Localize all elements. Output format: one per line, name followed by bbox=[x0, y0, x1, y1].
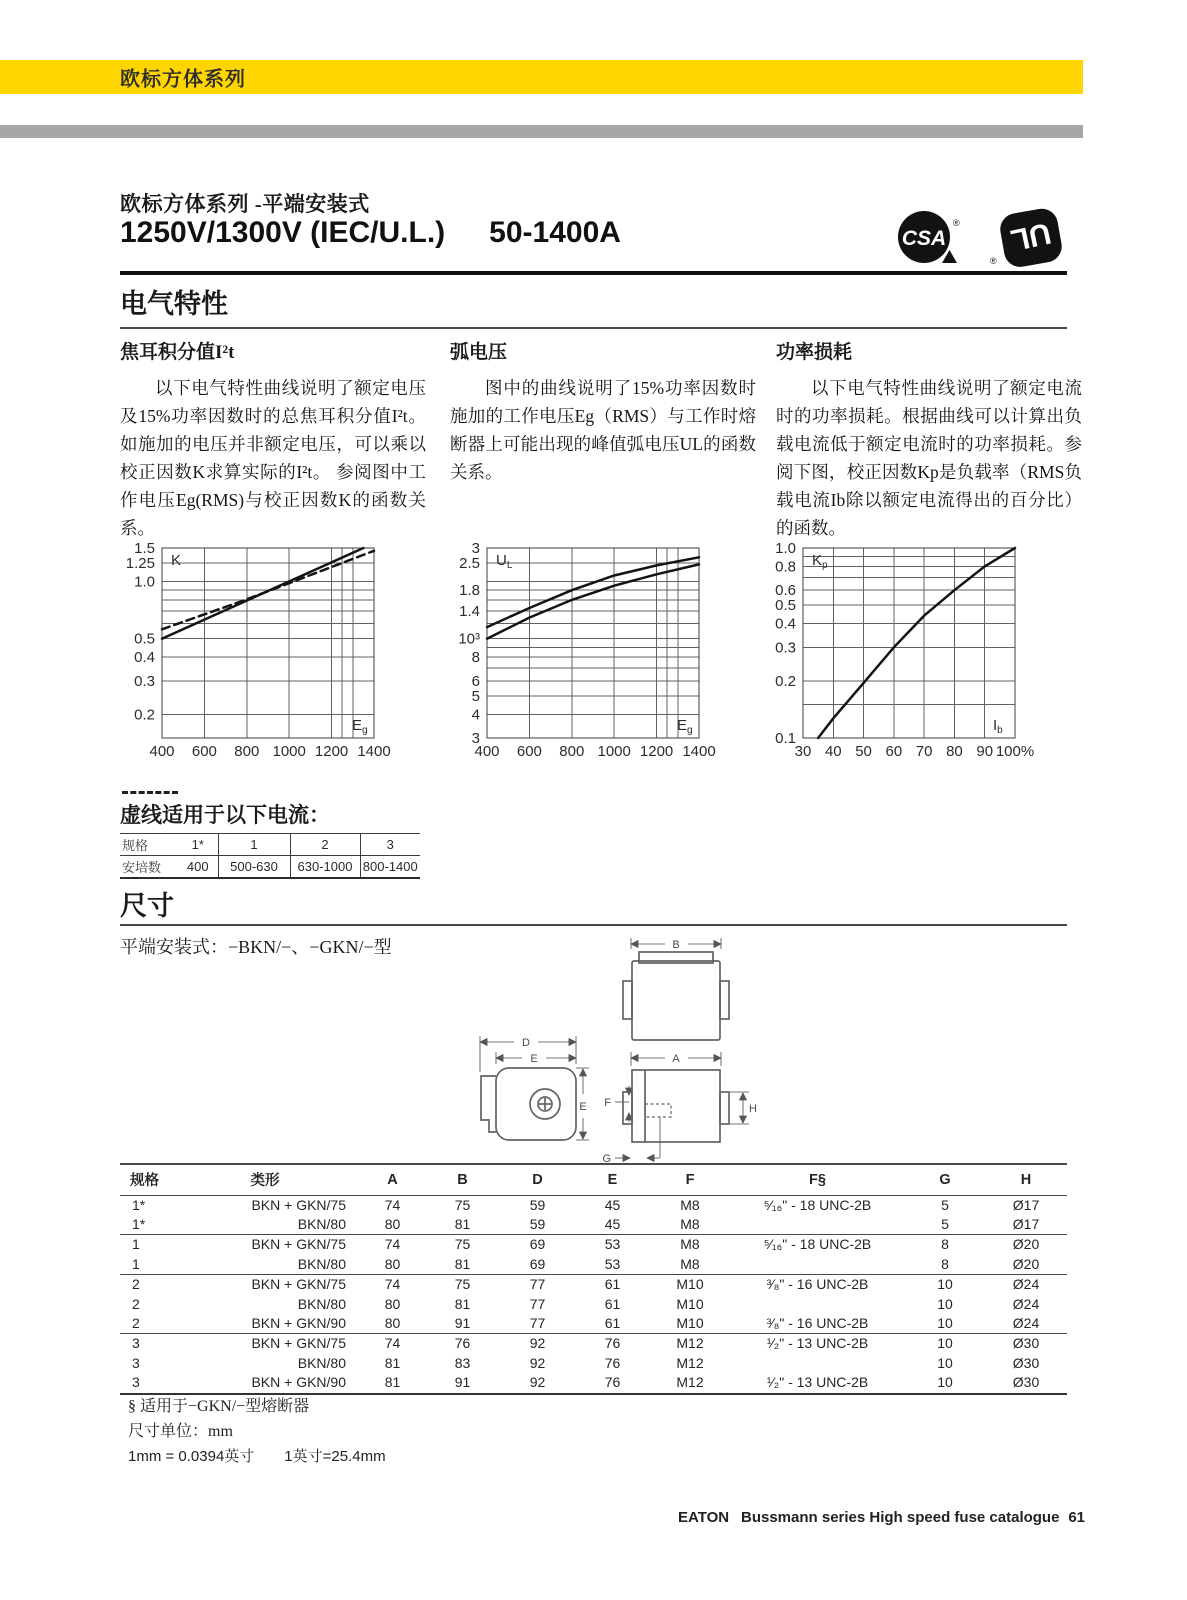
dim-label-d: D bbox=[522, 1037, 530, 1049]
y-tick-label: 1.25 bbox=[125, 555, 155, 573]
dashed-line-sample bbox=[122, 791, 178, 794]
y-tick-label: 8 bbox=[471, 649, 480, 667]
current-table-row bbox=[120, 834, 420, 856]
dims-table-cell: 1* bbox=[132, 1196, 146, 1213]
y-tick-label: 0.2 bbox=[134, 706, 155, 724]
dims-table-cell: 81 bbox=[384, 1354, 401, 1371]
current-applicability-table bbox=[120, 833, 420, 879]
dims-table-cell: ⁵⁄₁₆" - 18 UNC-2B bbox=[763, 1236, 872, 1253]
dims-table-cell: BKN/80 bbox=[170, 1255, 360, 1275]
side-view bbox=[480, 1036, 589, 1140]
dims-table-cell: BKN/80 bbox=[297, 1354, 346, 1371]
y-tick-label: 0.5 bbox=[134, 630, 155, 648]
dims-table-cell: 45 bbox=[575, 1215, 650, 1235]
section-dimensions-heading: 尺寸 bbox=[120, 891, 174, 921]
dims-table-cell: BKN + GKN/75 bbox=[251, 1335, 346, 1352]
dims-table-cell: 10 bbox=[905, 1314, 985, 1334]
x-tick-label: 70 bbox=[915, 743, 933, 760]
x-axis-label: $E_g$ bbox=[677, 717, 693, 736]
dims-table-cell: ³⁄₈" - 16 UNC-2B bbox=[730, 1314, 905, 1334]
dims-table-cell: 77 bbox=[529, 1276, 546, 1293]
column-joule-integral bbox=[120, 337, 426, 542]
product-subtitle: 欧标方体系列 -平端安装式 bbox=[120, 192, 370, 216]
current-table-cell: 规格 bbox=[120, 834, 178, 856]
dims-table-cell: 80 bbox=[384, 1295, 401, 1312]
dims-table-cell: 2 bbox=[132, 1276, 140, 1293]
dims-table-cell: 10 bbox=[937, 1335, 953, 1352]
dims-table-cell: M10 bbox=[650, 1314, 730, 1334]
footnotes bbox=[128, 1394, 386, 1469]
dims-table-cell: BKN + GKN/75 bbox=[251, 1236, 346, 1253]
dims-table-cell: BKN + GKN/75 bbox=[251, 1276, 346, 1293]
dims-table-cell: BKN/80 bbox=[170, 1215, 360, 1235]
dims-table-cell: 76 bbox=[454, 1335, 471, 1352]
y-tick-label: 0.4 bbox=[775, 615, 796, 633]
dims-table-cell: 80 bbox=[360, 1314, 425, 1334]
front-view bbox=[623, 938, 729, 1040]
csa-logo bbox=[898, 211, 960, 263]
dims-table-header-row bbox=[120, 1164, 1067, 1195]
y-tick-label: 4 bbox=[471, 706, 480, 724]
dim-label-e-side: E bbox=[579, 1101, 587, 1113]
dims-table-cell: Ø17 bbox=[985, 1215, 1067, 1235]
dims-table-header: G bbox=[905, 1164, 985, 1195]
section-electrical-heading: 电气特性 bbox=[120, 289, 228, 319]
dims-table-cell: 1* bbox=[120, 1215, 170, 1235]
svg-text:®: ® bbox=[953, 218, 960, 228]
power-loss-chart bbox=[751, 538, 1061, 770]
current-table-cell: 800-1400 bbox=[360, 856, 420, 878]
dims-table-cell: 69 bbox=[500, 1255, 575, 1275]
plot-frame bbox=[803, 548, 1015, 738]
dims-table-cell: 76 bbox=[575, 1373, 650, 1393]
y-tick-label: 10³ bbox=[458, 630, 480, 648]
x-tick-label: 100% bbox=[995, 743, 1035, 760]
dims-table-cell: 10 bbox=[905, 1373, 985, 1393]
dims-table-cell: ¹⁄₂" - 13 UNC-2B bbox=[766, 1335, 869, 1352]
dims-table-cell: BKN + GKN/90 bbox=[170, 1373, 360, 1393]
svg-text:CSA: CSA bbox=[901, 227, 947, 250]
dims-table-cell: M12 bbox=[676, 1335, 704, 1352]
dims-table-cell: 81 bbox=[425, 1215, 500, 1235]
section-dimensions-rule bbox=[120, 924, 1067, 926]
current-table-cell: 1* bbox=[178, 834, 218, 856]
y-tick-label: 5 bbox=[471, 687, 480, 705]
dim-label-f: F bbox=[604, 1097, 611, 1109]
dims-table-cell: 75 bbox=[454, 1196, 471, 1213]
dims-table-cell: 75 bbox=[454, 1236, 471, 1253]
y-tick-label: 0.6 bbox=[775, 582, 796, 600]
dims-table-cell: 3 bbox=[132, 1354, 140, 1371]
dims-table-cell: Ø30 bbox=[1012, 1354, 1040, 1371]
y-tick-label: 0.8 bbox=[775, 558, 796, 576]
dims-table-cell: 80 bbox=[360, 1255, 425, 1275]
dims-table-cell: Ø20 bbox=[985, 1255, 1067, 1275]
current-table-cell: 630-1000 bbox=[290, 856, 360, 878]
dims-table-cell: M12 bbox=[676, 1354, 704, 1371]
y-tick-label: 6 bbox=[471, 672, 480, 690]
dims-table-cell: 61 bbox=[575, 1314, 650, 1334]
dims-table-row bbox=[120, 1373, 1067, 1393]
y-tick-label: 0.3 bbox=[775, 639, 796, 657]
dims-table-cell: 45 bbox=[604, 1196, 621, 1213]
column-heading: 焦耳积分值I²t bbox=[120, 342, 235, 363]
column-body: 图中的曲线说明了15%功率因数时施加的工作电压Eg（RMS）与工作时熔断器上可能出现的峰值弧电压UL的函数关系。 bbox=[450, 378, 756, 482]
gray-divider-bar bbox=[0, 125, 1083, 138]
dims-table-cell: Ø30 bbox=[985, 1373, 1067, 1393]
x-tick-label: 600 bbox=[516, 743, 542, 760]
dims-table-cell bbox=[730, 1215, 905, 1235]
dims-table-cell: 10 bbox=[937, 1295, 953, 1312]
x-tick-label: 1200 bbox=[639, 743, 674, 760]
k-factor-chart bbox=[110, 538, 420, 770]
svg-text:UL: UL bbox=[1007, 216, 1054, 257]
dims-table-cell: 74 bbox=[384, 1335, 401, 1352]
y-axis-label: $K_p$ bbox=[812, 552, 828, 571]
dims-table-cell: 69 bbox=[529, 1236, 546, 1253]
x-tick-label: 600 bbox=[191, 743, 217, 760]
fuse-dimension-drawing bbox=[452, 936, 772, 1164]
x-tick-label: 1400 bbox=[357, 743, 391, 760]
dims-table-cell bbox=[730, 1255, 905, 1275]
x-tick-label: 60 bbox=[885, 743, 903, 760]
dims-table-cell: Ø24 bbox=[985, 1314, 1067, 1334]
dims-table-cell: 76 bbox=[604, 1354, 621, 1371]
current-table-cell: 安培数 bbox=[122, 859, 162, 875]
x-tick-label: 800 bbox=[559, 743, 585, 760]
dims-table-cell: Ø20 bbox=[1012, 1236, 1040, 1253]
dims-table-row bbox=[120, 1215, 1067, 1235]
current-table-cell: 2 bbox=[290, 834, 360, 856]
y-tick-label: 1.8 bbox=[459, 582, 480, 600]
dashed-line-note: 虚线适用于以下电流： bbox=[120, 803, 330, 827]
dims-table-cell: ³⁄₈" - 16 UNC-2B bbox=[766, 1276, 869, 1293]
mounting-type-subtitle: 平端安装式：−BKN/−、−GKN/−型 bbox=[120, 937, 392, 957]
x-tick-label: 1400 bbox=[682, 743, 716, 760]
dims-table-cell: 10 bbox=[937, 1276, 953, 1293]
dims-table-header: 类形 bbox=[170, 1164, 360, 1195]
y-tick-label: 0.2 bbox=[775, 672, 796, 690]
column-body: 以下电气特性曲线说明了额定电流时的功率损耗。根据曲线可以计算出负载电流低于额定电流时的功率损耗。参阅下图，校正因数Kp是负载率（RMS负载电流Ib除以额定电流得出的百分比）的函数。 bbox=[776, 378, 1082, 538]
x-axis-label: $E_g$ bbox=[352, 717, 368, 736]
dims-table-cell: 61 bbox=[604, 1276, 621, 1293]
series-banner bbox=[0, 60, 1083, 94]
x-tick-label: 400 bbox=[149, 743, 175, 760]
dims-table-cell: 74 bbox=[384, 1276, 401, 1293]
footnote-conversion: 1mm = 0.0394英寸 1英寸=25.4mm bbox=[128, 1448, 386, 1465]
dims-table-cell: Ø17 bbox=[1012, 1196, 1040, 1213]
dims-table-cell: 8 bbox=[941, 1236, 949, 1253]
dims-table-cell: 74 bbox=[384, 1236, 401, 1253]
arc-voltage-chart bbox=[435, 538, 745, 770]
dims-table-cell: ⁵⁄₁₆" - 18 UNC-2B bbox=[763, 1196, 872, 1213]
dims-table-cell: 91 bbox=[425, 1373, 500, 1393]
dims-table-cell: 5 bbox=[941, 1196, 949, 1213]
y-tick-label: 0.3 bbox=[134, 672, 155, 690]
column-arc-voltage bbox=[450, 337, 756, 486]
current-table-cell: 400 bbox=[186, 858, 209, 874]
x-tick-label: 30 bbox=[794, 743, 812, 760]
y-tick-label: 3 bbox=[471, 540, 480, 557]
column-power-loss bbox=[776, 337, 1082, 542]
y-axis-label: $U_L$ bbox=[496, 552, 513, 571]
dims-table-cell: BKN/80 bbox=[297, 1295, 346, 1312]
dims-table-cell: 75 bbox=[454, 1276, 471, 1293]
dims-table-cell: M8 bbox=[650, 1215, 730, 1235]
certification-logos bbox=[896, 208, 1071, 270]
dims-table-cell: 92 bbox=[500, 1373, 575, 1393]
dims-table-cell: 59 bbox=[500, 1215, 575, 1235]
dims-table-cell: 92 bbox=[529, 1335, 546, 1352]
dims-table-cell bbox=[730, 1295, 905, 1314]
dims-table-cell: M10 bbox=[676, 1276, 704, 1293]
current-table-cell: 500-630 bbox=[218, 856, 290, 878]
dims-table-cell: M8 bbox=[680, 1196, 700, 1213]
dims-table-cell: 3 bbox=[132, 1335, 140, 1352]
dims-table-row bbox=[120, 1195, 1067, 1215]
dims-table-row bbox=[120, 1354, 1067, 1373]
y-tick-label: 1.0 bbox=[775, 540, 796, 557]
dims-table-cell: 3 bbox=[120, 1373, 170, 1393]
footnote-gkn: § 适用于−GKN/−型熔断器 bbox=[128, 1398, 310, 1415]
dims-table-header: 规格 bbox=[120, 1164, 170, 1195]
dims-table-cell: 76 bbox=[604, 1335, 621, 1352]
dims-table-cell: 5 bbox=[905, 1215, 985, 1235]
dimensions-table bbox=[120, 1163, 1067, 1395]
dims-table-cell bbox=[730, 1354, 905, 1373]
y-tick-label: 0.4 bbox=[134, 649, 155, 667]
x-tick-label: 90 bbox=[976, 743, 994, 760]
current-table-cell: 1 bbox=[218, 834, 290, 856]
dims-table-cell: 53 bbox=[575, 1255, 650, 1275]
dim-label-g: G bbox=[602, 1153, 611, 1164]
column-heading: 弧电压 bbox=[450, 342, 508, 363]
dims-table-cell: 80 bbox=[360, 1215, 425, 1235]
product-title bbox=[120, 216, 621, 250]
dims-table-header: F bbox=[650, 1164, 730, 1195]
dims-table-cell: M10 bbox=[676, 1295, 704, 1312]
dims-table-cell: M8 bbox=[680, 1236, 700, 1253]
y-tick-label: 2.5 bbox=[459, 555, 480, 573]
dims-table-cell: 61 bbox=[604, 1295, 621, 1312]
current-table-cell: 3 bbox=[360, 834, 420, 856]
dims-table-cell: 2 bbox=[132, 1295, 140, 1312]
x-tick-label: 50 bbox=[855, 743, 872, 760]
dims-table-cell: 2 bbox=[120, 1314, 170, 1334]
svg-text:®: ® bbox=[990, 256, 997, 266]
dims-table-cell: Ø30 bbox=[1012, 1335, 1040, 1352]
y-tick-label: 1.4 bbox=[459, 602, 480, 620]
y-tick-label: 3 bbox=[471, 730, 480, 747]
dims-table-row bbox=[120, 1255, 1067, 1275]
y-tick-label: 1.5 bbox=[134, 540, 155, 557]
dims-table-cell: 59 bbox=[529, 1196, 546, 1213]
dims-table-cell: 83 bbox=[454, 1354, 471, 1371]
dims-table-header: E bbox=[575, 1164, 650, 1195]
x-tick-label: 80 bbox=[946, 743, 963, 760]
section-electrical-rule bbox=[120, 327, 1067, 329]
dims-table-cell: 10 bbox=[937, 1354, 953, 1371]
dims-table-cell: 81 bbox=[454, 1295, 471, 1312]
data-curve-kp-curve bbox=[818, 548, 1015, 738]
dims-table-cell: ¹⁄₂" - 13 UNC-2B bbox=[730, 1373, 905, 1393]
footnote-units: 尺寸单位：mm bbox=[128, 1423, 233, 1440]
dims-table-cell: 74 bbox=[384, 1196, 401, 1213]
x-tick-label: 1000 bbox=[597, 743, 631, 760]
x-tick-label: 800 bbox=[234, 743, 260, 760]
title-rule bbox=[120, 271, 1067, 275]
dims-table-row bbox=[120, 1295, 1067, 1314]
bottom-view bbox=[602, 1052, 757, 1164]
ul-logo bbox=[990, 208, 1064, 269]
x-tick-label: 1200 bbox=[314, 743, 349, 760]
dims-table-row bbox=[120, 1334, 1067, 1354]
y-axis-label: K bbox=[171, 552, 182, 569]
dims-table-cell: 8 bbox=[905, 1255, 985, 1275]
dims-table-cell: Ø24 bbox=[1012, 1276, 1040, 1293]
dims-table-header: F§ bbox=[730, 1164, 905, 1195]
voltage-rating: 1250V/1300V (IEC/U.L.) bbox=[120, 216, 446, 249]
dims-table-cell: 1 bbox=[120, 1255, 170, 1275]
x-axis-label: $I_b$ bbox=[993, 717, 1003, 736]
x-tick-label: 400 bbox=[474, 743, 500, 760]
column-body: 以下电气特性曲线说明了额定电压及15%功率因数时的总焦耳积分值I²t。如施加的电压并非额定电压，可以乘以校正因数K求算实际的I²t。 参阅图中工作电压Eg(RMS)与校正因数K的函数关系。 bbox=[120, 378, 426, 538]
dims-table-cell: BKN + GKN/90 bbox=[170, 1314, 360, 1334]
page-number: 61 bbox=[1068, 1509, 1085, 1526]
x-tick-label: 40 bbox=[824, 743, 842, 760]
dims-table-cell: 77 bbox=[500, 1314, 575, 1334]
current-table-body bbox=[120, 834, 420, 878]
y-tick-label: 1.0 bbox=[134, 573, 155, 591]
dims-table-row bbox=[120, 1235, 1067, 1255]
dims-table-header: A bbox=[360, 1164, 425, 1195]
dims-table-cell: 1 bbox=[132, 1236, 140, 1253]
dims-table-cell: 77 bbox=[529, 1295, 546, 1312]
dims-table-cell: 81 bbox=[360, 1373, 425, 1393]
footer-catalogue-title: Bussmann series High speed fuse catalogue bbox=[741, 1509, 1060, 1526]
y-tick-label: 0.1 bbox=[775, 730, 796, 747]
dim-label-b: B bbox=[672, 939, 680, 951]
dims-table-cell: 81 bbox=[425, 1255, 500, 1275]
dims-table-cell: 91 bbox=[425, 1314, 500, 1334]
dims-table-cell: 53 bbox=[604, 1236, 621, 1253]
current-range: 50-1400A bbox=[489, 216, 621, 249]
dims-table-body bbox=[120, 1195, 1067, 1394]
dims-table-header: B bbox=[425, 1164, 500, 1195]
x-tick-label: 1000 bbox=[272, 743, 306, 760]
dims-table-row bbox=[120, 1314, 1067, 1334]
dim-label-e-top: E bbox=[530, 1053, 538, 1065]
dims-table-cell: Ø24 bbox=[1012, 1295, 1040, 1312]
y-tick-label: 0.5 bbox=[775, 597, 796, 615]
series-banner-label: 欧标方体系列 bbox=[120, 68, 246, 91]
footer-brand: EATON bbox=[678, 1509, 730, 1526]
dims-table-cell: 92 bbox=[529, 1354, 546, 1371]
dim-label-a: A bbox=[672, 1053, 680, 1065]
dims-table-header: D bbox=[500, 1164, 575, 1195]
dims-table-cell: M12 bbox=[650, 1373, 730, 1393]
dim-label-h: H bbox=[749, 1103, 757, 1115]
dims-table-header: H bbox=[985, 1164, 1067, 1195]
dims-table-cell: BKN + GKN/75 bbox=[251, 1196, 346, 1213]
dims-table-row bbox=[120, 1275, 1067, 1295]
column-heading: 功率损耗 bbox=[776, 342, 853, 363]
dims-table-cell: M8 bbox=[650, 1255, 730, 1275]
current-table-row bbox=[120, 856, 420, 878]
